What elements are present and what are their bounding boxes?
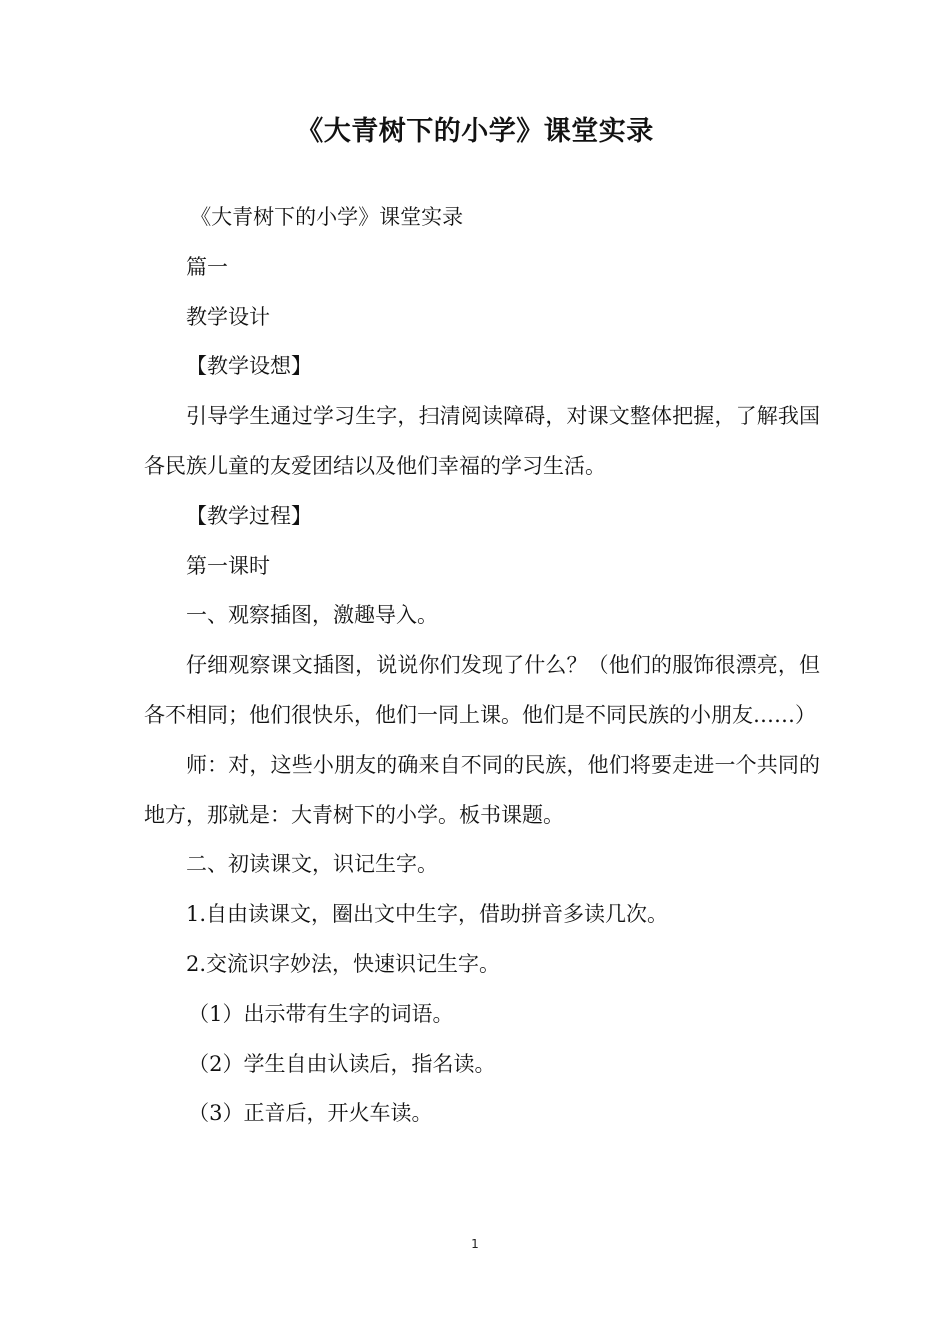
section-heading-teaching-concept: 【教学设想】 bbox=[186, 354, 312, 379]
document-body bbox=[144, 193, 820, 1139]
section-heading-teaching-process: 【教学过程】 bbox=[186, 503, 312, 528]
subtitle-paragraph: 《大青树下的小学》课堂实录 bbox=[190, 205, 464, 229]
list-item: 2.交流识字妙法，快速识记生字。 bbox=[186, 951, 501, 976]
list-item: 1.自由读课文，圈出文中生字，借助拼音多读几次。 bbox=[186, 902, 669, 927]
lesson-heading: 第一课时 bbox=[186, 553, 270, 578]
step-two-heading: 二、初读课文，识记生字。 bbox=[186, 852, 438, 877]
step-one-heading: 一、观察插图，激趣导入。 bbox=[186, 603, 438, 628]
section-heading-teaching-design: 教学设计 bbox=[186, 304, 270, 329]
document-title: 《大青树下的小学》课堂实录 bbox=[296, 116, 654, 147]
observation-paragraph: 仔细观察课文插图，说说你们发现了什么？（他们的服饰很漂亮，但各不相同；他们很快乐，他们一同上课。他们是不同民族的小朋友……） bbox=[144, 653, 820, 727]
teacher-paragraph: 师：对，这些小朋友的确来自不同的民族，他们将要走进一个共同的地方，那就是：大青树下的小学。板书课题。 bbox=[144, 752, 820, 827]
sub-list-item: （3）正音后，开火车读。 bbox=[188, 1101, 433, 1126]
page-number: 1 bbox=[471, 1237, 479, 1251]
section-heading-part-one: 篇一 bbox=[186, 254, 228, 279]
sub-list-item: （1）出示带有生字的词语。 bbox=[188, 1001, 454, 1026]
sub-list-item: （2）学生自由认读后，指名读。 bbox=[188, 1051, 496, 1076]
teaching-concept-paragraph: 引导学生通过学习生字，扫清阅读障碍，对课文整体把握，了解我国各民族儿童的友爱团结以及他们幸福的学习生活。 bbox=[144, 404, 820, 478]
